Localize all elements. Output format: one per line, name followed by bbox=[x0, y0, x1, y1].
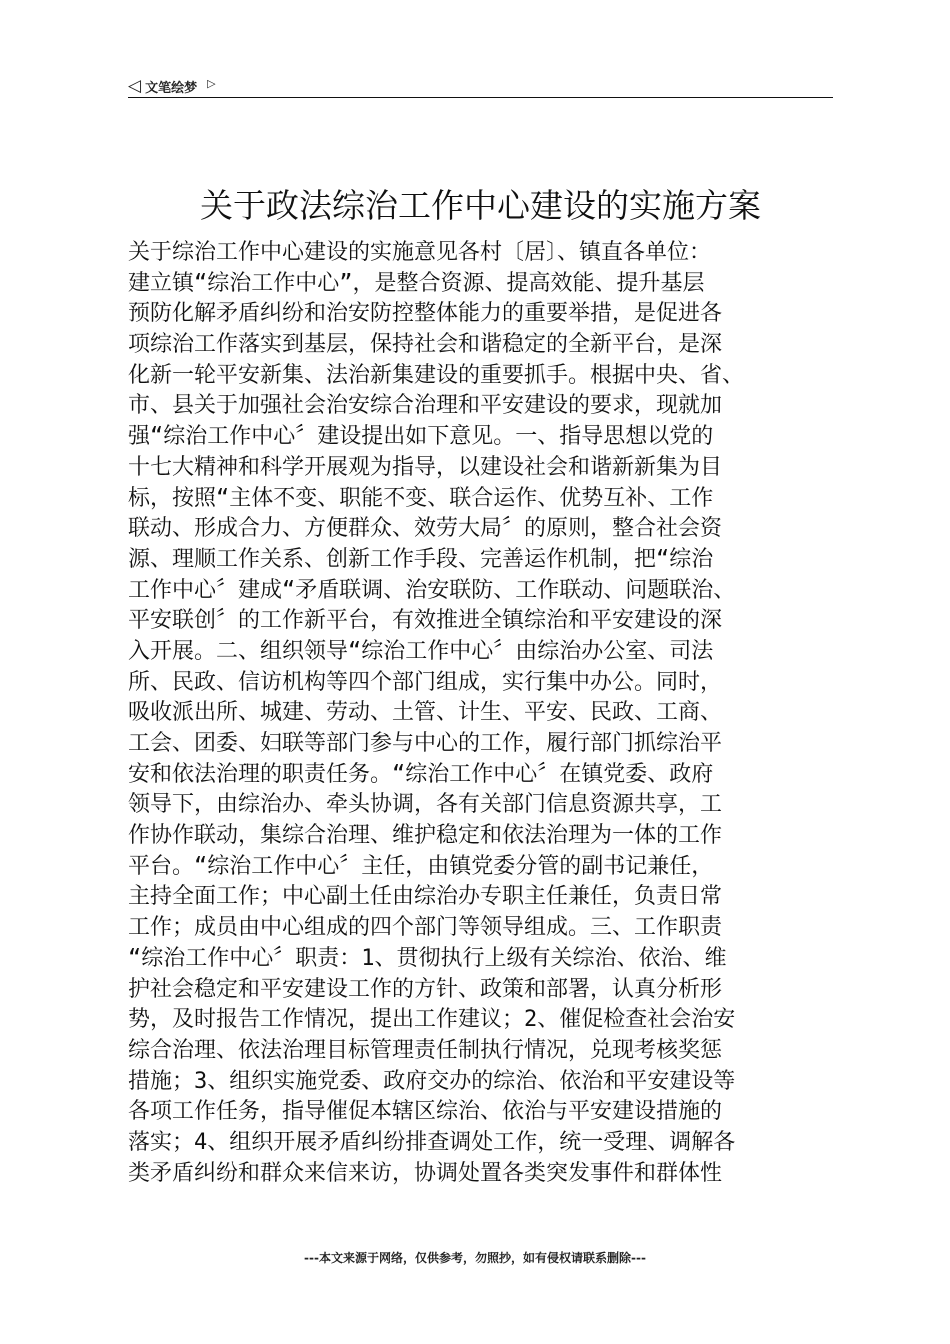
body-line: 项综治工作落实到基层，保持社会和谐稳定的全新平台，是深 bbox=[128, 332, 723, 358]
body-line: 化新一轮平安新集、法治新集建设的重要抓手。根据中央、省、 bbox=[128, 362, 745, 388]
header-divider bbox=[128, 97, 833, 98]
right-triangle-icon: ▷ bbox=[207, 76, 216, 90]
body-line: 市、县关于加强社会治安综合治理和平安建设的要求，现就加 bbox=[128, 393, 723, 419]
page-header bbox=[128, 74, 833, 98]
left-triangle-icon: ◁ bbox=[128, 75, 142, 96]
body-line: 联动、形成合力、方便群众、效劳大局〞的原则，整合社会资 bbox=[128, 516, 723, 542]
document-title: 关于政法综治工作中心建设的实施方案 bbox=[200, 186, 761, 225]
body-line: 吸收派出所、城建、劳动、土管、计生、平安、民政、工商、 bbox=[128, 700, 723, 726]
body-line: 源、理顺工作关系、创新工作手段、完善运作机制，把“综治 bbox=[128, 546, 714, 572]
body-line: “综治工作中心〞职责：1、贯彻执行上级有关综治、依治、维 bbox=[128, 945, 727, 971]
body-line: 强“综治工作中心〞建设提出如下意见。一、指导思想以党的 bbox=[128, 424, 714, 450]
body-line: 措施；3、组织实施党委、政府交办的综治、依治和平安建设等 bbox=[128, 1068, 736, 1094]
body-line: 安和依法治理的职责任务。“综治工作中心〞在镇党委、政府 bbox=[128, 761, 714, 787]
body-line: 十七大精神和科学开展观为指导，以建设社会和谐新新集为目 bbox=[128, 454, 723, 480]
body-line: 综合治理、依法治理目标管理责任制执行情况，兑现考核奖惩 bbox=[128, 1037, 723, 1063]
body-line: 标，按照“主体不变、职能不变、联合运作、优势互补、工作 bbox=[128, 485, 714, 511]
body-line: 势，及时报告工作情况，提出工作建议；2、催促检查社会治安 bbox=[128, 1007, 736, 1033]
body-line: 入开展。二、组织领导“综治工作中心〞由综治办公室、司法 bbox=[128, 638, 714, 664]
body-line: 作协作联动，集综合治理、维护稳定和依法治理为一体的工作 bbox=[128, 823, 723, 849]
body-line: 预防化解矛盾纠纷和治安防控整体能力的重要举措，是促进各 bbox=[128, 301, 723, 327]
brand-label: 文笔绘梦 bbox=[145, 80, 198, 96]
document-body bbox=[128, 238, 833, 1189]
body-line: 护社会稳定和平安建设工作的方针、政策和部署，认真分析形 bbox=[128, 976, 723, 1002]
footer-note: ---本文来源于网络，仅供参考，勿照抄，如有侵权请联系删除--- bbox=[304, 1251, 646, 1265]
body-line: 所、民政、信访机构等四个部门组成，实行集中办公。同时， bbox=[128, 669, 723, 695]
body-line: 工作；成员由中心组成的四个部门等领导组成。三、工作职责 bbox=[128, 915, 723, 941]
body-line: 建立镇“综治工作中心”，是整合资源、提高效能、提升基层 bbox=[128, 270, 705, 296]
body-line: 领导下，由综治办、牵头协调，各有关部门信息资源共享，工 bbox=[128, 792, 723, 818]
body-line: 工作中心〞建成“矛盾联调、治安联防、工作联动、问题联治、 bbox=[128, 577, 736, 603]
body-line: 类矛盾纠纷和群众来信来访，协调处置各类突发事件和群体性 bbox=[128, 1160, 723, 1186]
body-line: 平安联创〞的工作新平台，有效推进全镇综治和平安建设的深 bbox=[128, 608, 723, 634]
body-line: 平台。“综治工作中心〞主任，由镇党委分管的副书记兼任， bbox=[128, 853, 714, 879]
body-line: 关于综治工作中心建设的实施意见各村〔居〕、镇直各单位： bbox=[128, 240, 712, 265]
body-line: 工会、团委、妇联等部门参与中心的工作，履行部门抓综治平 bbox=[128, 731, 723, 756]
body-line: 落实；4、组织开展矛盾纠纷排查调处工作，统一受理、调解各 bbox=[128, 1129, 736, 1155]
body-line: 各项工作任务，指导催促本辖区综治、依治与平安建设措施的 bbox=[128, 1099, 723, 1125]
body-line: 主持全面工作；中心副土任由综治办专职主任兼任，负责日常 bbox=[128, 884, 723, 910]
